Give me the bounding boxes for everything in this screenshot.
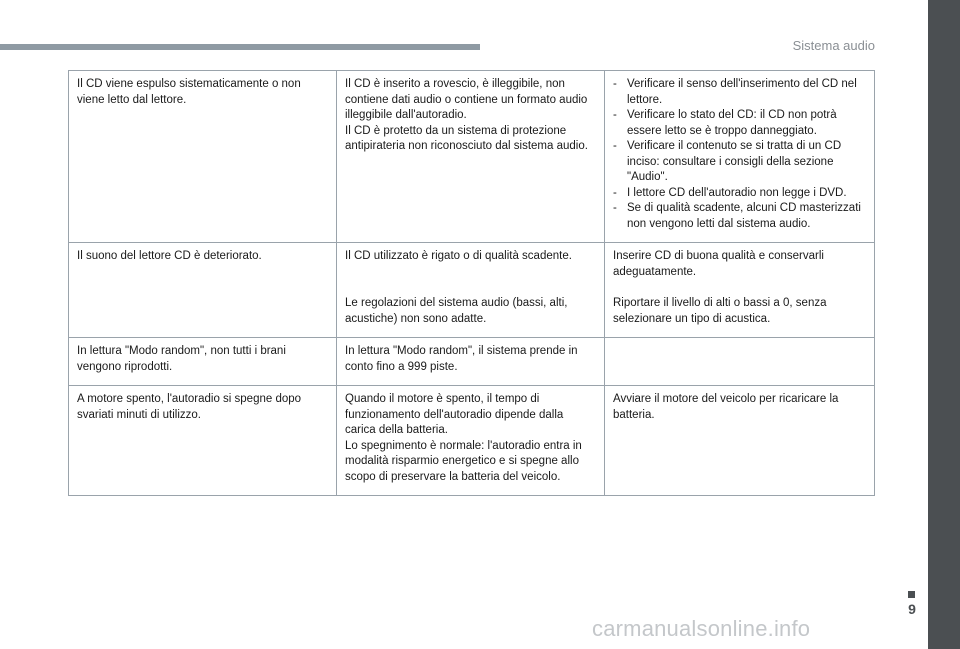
list-item: - Verificare lo stato del CD: il CD non potrà essere letto se è troppo danneggiato.: [613, 108, 866, 139]
cause-cell: [337, 71, 605, 243]
cause-cell: [337, 386, 605, 496]
problem-cell: In lettura "Modo random", non tutti i brani vengono riprodotti.: [69, 338, 337, 386]
header-rule: [0, 44, 480, 50]
list-item: - Verificare il contenuto se si tratta di un CD inciso: consultare i consigli della sezione "Audio".: [613, 139, 866, 186]
problem-cell: Il CD viene espulso sistematicamente o non viene letto dal lettore.: [69, 71, 337, 243]
solution-cell: Riportare il livello di alti o bassi a 0, senza selezionare un tipo di acustica.: [605, 290, 875, 338]
table-row: [69, 386, 875, 496]
cause-cell: Il CD utilizzato è rigato o di qualità scadente.: [337, 243, 605, 291]
page-marker: [908, 591, 915, 598]
list-item: - I lettore CD dell'autoradio non legge i DVD.: [613, 186, 866, 202]
cause-line: Lo spegnimento è normale: l'autoradio entra in modalità risparmio energetico e si spegne allo scopo di preservare la batteria del veicolo.: [345, 439, 582, 483]
problem-cell: Il suono del lettore CD è deteriorato.: [69, 243, 337, 338]
table-row: [69, 338, 875, 386]
problem-cell: A motore spento, l'autoradio si spegne dopo svariati minuti di utilizzo.: [69, 386, 337, 496]
solution-cell: Inserire CD di buona qualità e conservarli adeguatamente.: [605, 243, 875, 291]
table-row: [69, 71, 875, 243]
list-item: - Se di qualità scadente, alcuni CD masterizzati non vengono letti dal sistema audio.: [613, 201, 866, 232]
table-row: [69, 243, 875, 291]
solution-cell: [605, 71, 875, 243]
troubleshooting-table: [68, 70, 875, 496]
section-title: Sistema audio: [792, 38, 875, 53]
solution-cell: [605, 338, 875, 386]
page-number: 9: [908, 601, 916, 617]
cause-line: Il CD è protetto da un sistema di protezione antipirateria non riconosciuto dal sistema audio.: [345, 124, 588, 152]
solution-list: [613, 77, 866, 232]
watermark: carmanualsonline.info: [592, 616, 811, 641]
cause-cell: In lettura "Modo random", il sistema prende in conto fino a 999 piste.: [337, 338, 605, 386]
cause-line: Il CD è inserito a rovescio, è illeggibile, non contiene dati audio o contiene un formato audio illeggibile dall'autoradio.: [345, 78, 588, 121]
list-item: - Verificare il senso dell'inserimento del CD nel lettore.: [613, 77, 866, 108]
side-band: [928, 0, 960, 649]
solution-cell: Avviare il motore del veicolo per ricaricare la batteria.: [605, 386, 875, 496]
cause-line: Quando il motore è spento, il tempo di funzionamento dell'autoradio dipende dalla carica della batteria.: [345, 393, 564, 436]
cause-cell: Le regolazioni del sistema audio (bassi, alti, acustiche) non sono adatte.: [337, 290, 605, 338]
